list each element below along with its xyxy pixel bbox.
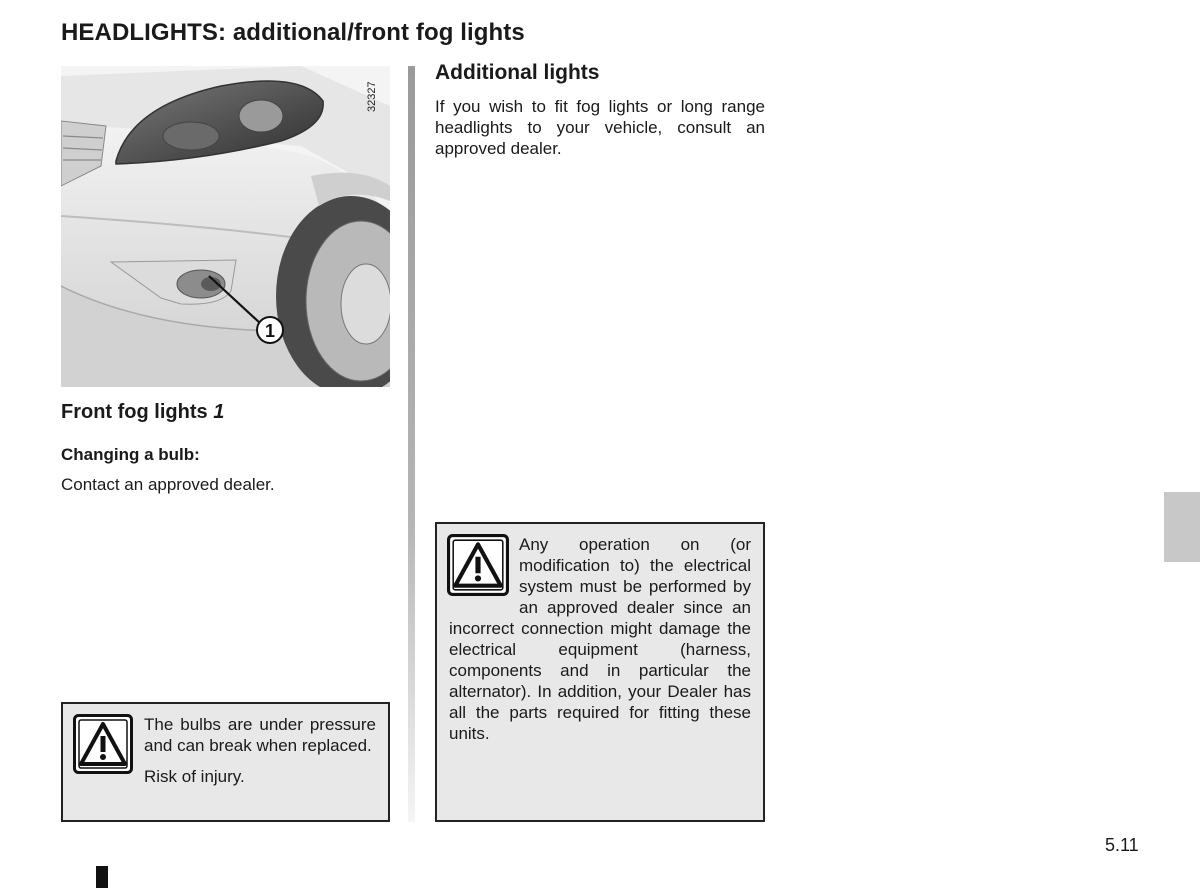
warning-text-risk: Risk of injury. [144, 767, 245, 786]
section-title-text: Front fog lights [61, 401, 214, 423]
page-edge-mark [96, 866, 108, 888]
page-number: 5.11 [1105, 835, 1139, 855]
warning-text-electrical-body: Any operation on (or modification to) the electrical system must be performed by an approved dealer since an incorrect connection might damage the electrical equipment (harness, components and in particular the alternator). In addition, your Dealer has all the parts required for fitting these units. [449, 535, 751, 743]
figure-number: 32327 [366, 81, 378, 112]
warning-triangle-icon [73, 714, 133, 774]
right-body-text: If you wish to fit fog lights or long range headlights to your vehicle, consult an approved dealer. [435, 97, 765, 158]
page-title: HEADLIGHTS: additional/front fog lights [61, 19, 525, 46]
section-title-front-fog-lights [61, 401, 224, 424]
warning-text-bulbs: The bulbs are under pressure and can break when replaced. [144, 715, 376, 755]
section-title-ref: 1 [213, 401, 225, 423]
section-title-additional-lights: Additional lights [435, 61, 600, 84]
column-separator [408, 66, 415, 822]
car-front-fog-light-figure [61, 66, 390, 387]
warning-box-electrical [435, 522, 765, 822]
warning-triangle-icon [447, 534, 509, 596]
sub-heading-changing-bulb: Changing a bulb: [61, 445, 200, 464]
warning-box-bulbs [61, 702, 390, 822]
chapter-tab [1164, 492, 1200, 562]
car-illustration [61, 66, 390, 387]
left-body-text: Contact an approved dealer. [61, 475, 275, 494]
callout-1: 1 [264, 321, 276, 341]
